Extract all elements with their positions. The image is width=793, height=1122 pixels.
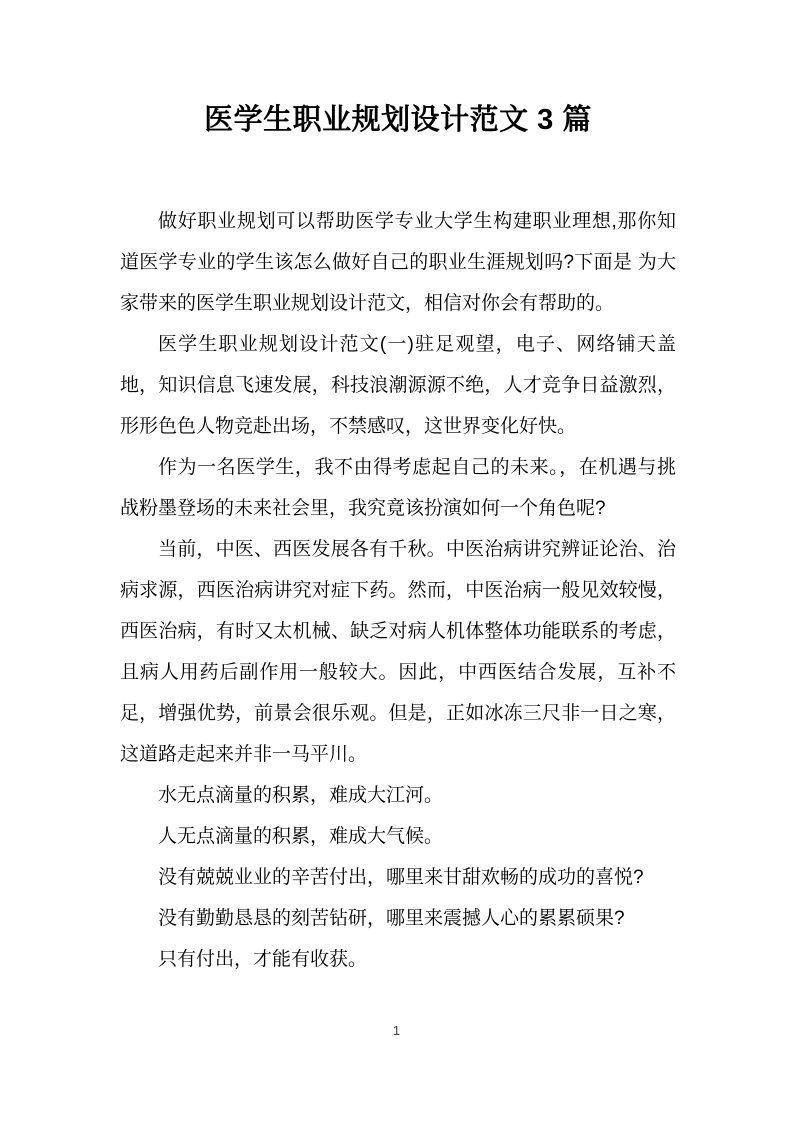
paragraph: 医学生职业规划设计范文(一)驻足观望，电子、网络铺天盖地，知识信息飞速发展，科技浪潮源源不绝，人才竞争日益激烈，形形色色人物竞赴出场，不禁感叹，这世界变化好快。 (120, 334, 676, 437)
document-title: 医学生职业规划设计范文 3 篇 (204, 104, 592, 136)
page-number: 1 (392, 1023, 401, 1038)
paragraph: 做好职业规划可以帮助医学专业大学生构建职业理想,那你知道医学专业的学生该怎么做好自己的职业生涯规划吗?下面是 为大家带来的医学生职业规划设计范文，相信对你会有帮助的。 (120, 211, 676, 314)
paragraph: 水无点滴量的积累，难成大江河。 (158, 785, 444, 806)
paragraph: 只有付出，才能有收获。 (158, 949, 368, 970)
paragraph: 当前，中医、西医发展各有千秋。中医治病讲究辨证论治、治病求源，西医治病讲究对症下药。然而，中医治病一般见效较慢，西医治病，有时又太机械、缺乏对病人机体整体功能联系的考虑，且病人用药后副作用一般较大。因此，中西医结合发展，互补不足，增强优势，前景会很乐观。但是，正如冰冻三尺非一日之寒，这道路走起来并非一马平川。 (120, 539, 676, 765)
paragraph: 没有兢兢业业的辛苦付出，哪里来甘甜欢畅的成功的喜悦? (158, 867, 644, 888)
document-content (120, 0, 676, 980)
paragraph: 作为一名医学生，我不由得考虑起自己的未来。，在机遇与挑战粉墨登场的未来社会里，我究竟该扮演如何一个角色呢? (120, 457, 676, 519)
paragraph: 没有勤勤恳恳的刻苦钻研，哪里来震撼人心的累累硕果? (158, 908, 625, 929)
paragraph: 人无点滴量的积累，难成大气候。 (158, 826, 444, 847)
